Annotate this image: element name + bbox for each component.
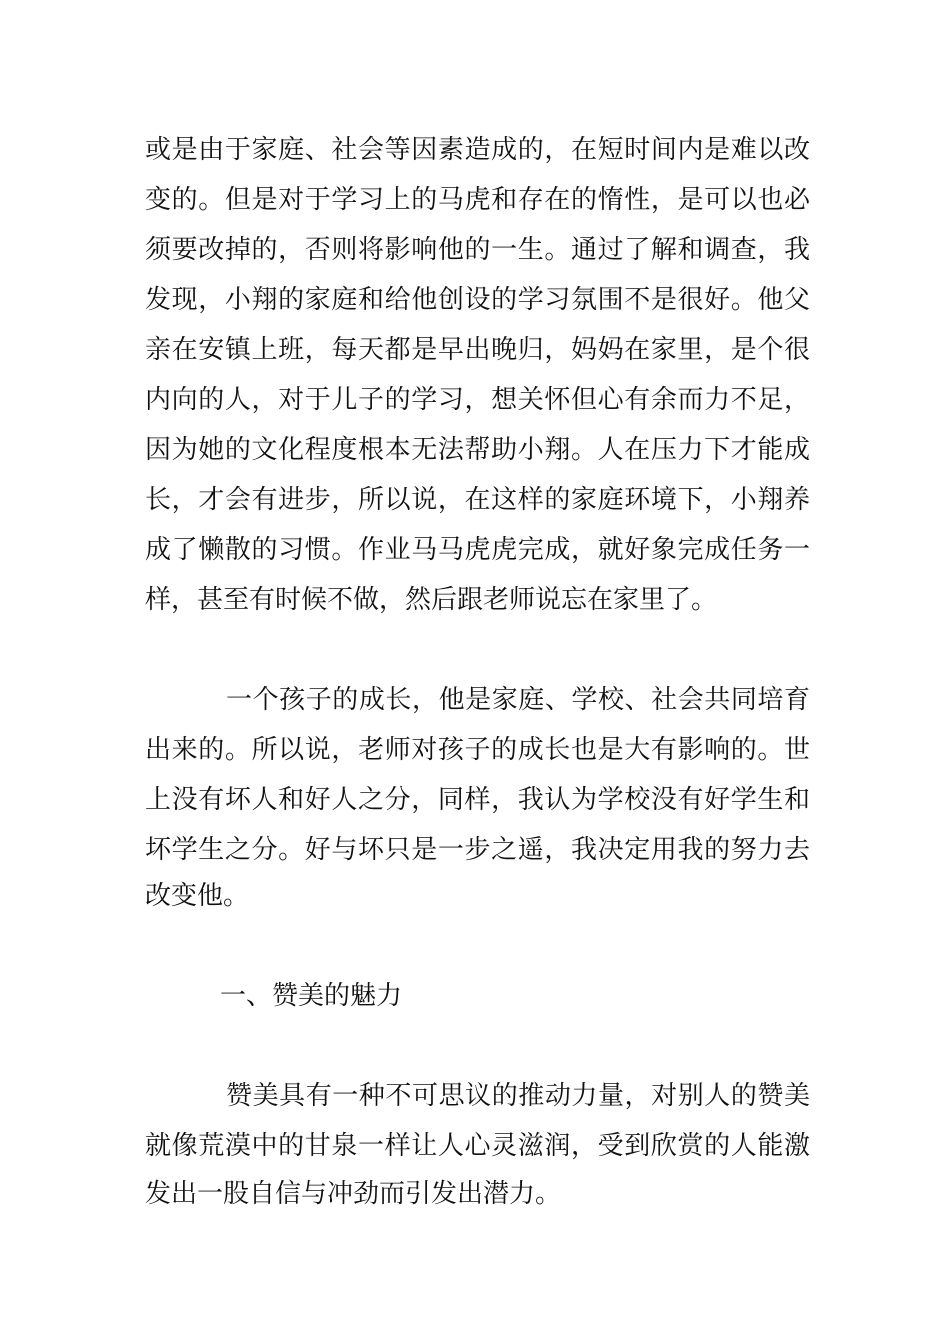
text-line: 因为她的文化程度根本无法帮助小翔。人在压力下才能成: [145, 435, 810, 465]
text-line: 内向的人，对于儿子的学习，想关怀但心有余而力不足，: [145, 385, 810, 415]
text-line: 变的。但是对于学习上的马虎和存在的惰性，是可以也必: [145, 185, 810, 215]
text-line: 或是由于家庭、社会等因素造成的，在短时间内是难以改: [145, 135, 810, 165]
text-line: 成了懒散的习惯。作业马马虎虎完成，就好象完成任务一: [145, 535, 810, 565]
text-line: 样，甚至有时候不做，然后跟老师说忘在家里了。: [145, 585, 718, 615]
text-line: 改变他。: [145, 881, 250, 911]
text-line: 赞美具有一种不可思议的推动力量，对别人的赞美: [226, 1081, 810, 1111]
text-line: 一个孩子的成长，他是家庭、学校、社会共同培育: [226, 685, 810, 715]
text-line: 坏学生之分。好与坏只是一步之遥，我决定用我的努力去: [145, 835, 810, 865]
section-heading: 一、赞美的魅力: [220, 981, 403, 1011]
text-line: 发出一股自信与冲劲而引发出潜力。: [145, 1179, 562, 1209]
text-line: 出来的。所以说，老师对孩子的成长也是大有影响的。世: [145, 735, 810, 765]
text-line: 上没有坏人和好人之分，同样，我认为学校没有好学生和: [145, 785, 810, 815]
text-line: 就像荒漠中的甘泉一样让人心灵滋润，受到欣赏的人能激: [145, 1131, 810, 1161]
text-line: 须要改掉的，否则将影响他的一生。通过了解和调查，我: [145, 235, 810, 265]
text-line: 长，才会有进步，所以说，在这样的家庭环境下，小翔养: [145, 485, 810, 515]
text-line: 亲在安镇上班，每天都是早出晚归，妈妈在家里，是个很: [145, 335, 810, 365]
text-line: 发现，小翔的家庭和给他创设的学习氛围不是很好。他父: [145, 285, 810, 315]
